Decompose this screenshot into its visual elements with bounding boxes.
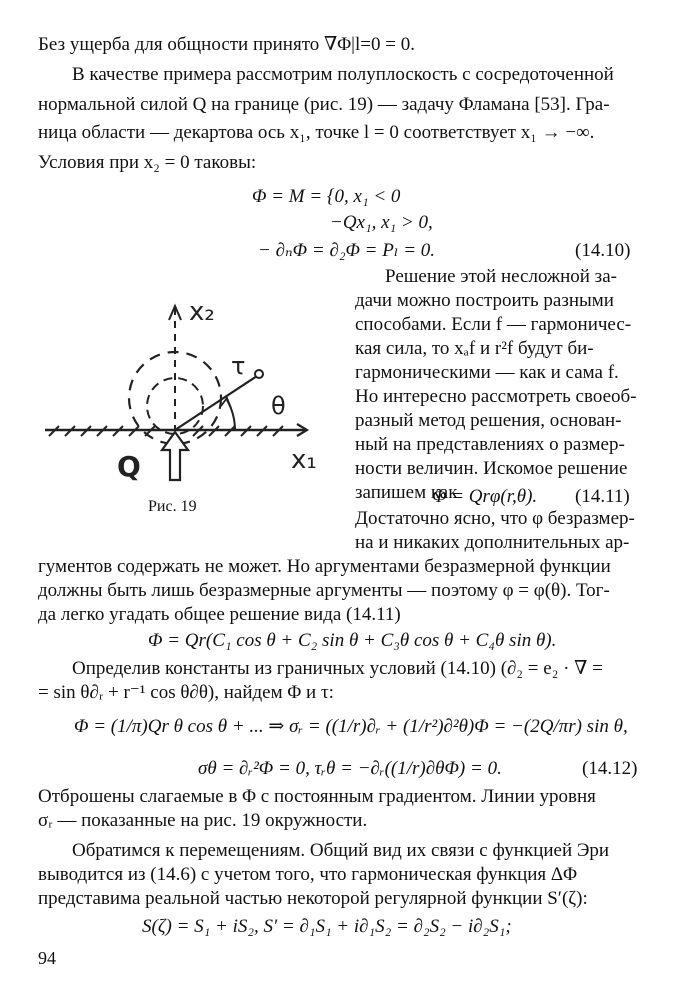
equation-number: (14.12) [582,758,638,779]
equation-part: − ∂ₙΦ = ∂₂Φ = Pₗ = 0. [258,240,436,261]
equation: σθ = ∂ᵣ²Φ = 0, τᵣθ = −∂ᵣ((1/r)∂θΦ) = 0. [198,758,502,779]
text-line: выводится из (14.6) с учетом того, что гармоническая функция ΔΦ [38,864,577,885]
equation: Φ = (1/π)Qr θ cos θ + ... ⇒ σᵣ = ((1/r)∂ᵣ + (1/r²)∂²θ)Φ = −(2Q/πr) sin θ, [74,716,628,737]
text-line: Обратимся к перемещениям. Общий вид их связи с функцией Эри [72,840,610,861]
text-line: на и никаких дополнительных ар- [355,532,630,553]
equation-number: (14.10) [575,240,631,261]
x2-label: x₂ [189,297,215,327]
equation: Φ = Qrφ(r,θ). [432,486,538,507]
text-line: Достаточно ясно, что φ безразмер- [355,508,635,529]
text-line: ный на представлениях о размер- [355,434,625,455]
equation: S(ζ) = S₁ + iS₂, S′ = ∂₁S₁ + i∂₁S₂ = ∂₂S₂ − i∂₂S₁; [142,916,512,937]
equation: Φ = Qr(C₁ cos θ + C₂ sin θ + C₃θ cos θ + C₄θ sin θ). [148,630,557,651]
text-line: ности величин. Искомое решение [355,458,628,479]
text-line: да легко угадать общее решение вида (14.11) [38,604,401,625]
equation-number: (14.11) [575,486,630,507]
text-line: σᵣ — показанные на рис. 19 окружности. [38,810,368,831]
text-line: запишем как [355,482,458,503]
text-line: нормальной силой Q на границе (рис. 19) — задачу Фламана [53]. Гра- [38,94,610,115]
text-line: гармоническими — как и сама f. [355,362,619,383]
figure-19 [35,290,365,490]
q-label: Q [117,450,141,483]
figure-caption: Рис. 19 [148,498,197,515]
text-line: Но интересно рассмотреть своеоб- [355,386,637,407]
text-line: должны быть лишь безразмерные аргументы — поэтому φ = φ(θ). Тог- [38,580,610,601]
equation-part: Φ = M = {0, x₁ < 0 [252,186,401,207]
text-line: Решение этой несложной за- [385,266,617,287]
text-line: кая сила, то xₐf и r²f будут би- [355,338,594,359]
text-line: Отброшены слагаемые в Φ с постоянным градиентом. Линии уровня [38,786,596,807]
text-line: разный метод решения, основан- [355,410,622,431]
text-line: В качестве примера рассмотрим полуплоскость с сосредоточенной [72,64,614,85]
text-line: дачи можно построить разными [355,290,614,311]
x1-label: x₁ [291,445,317,475]
tau-label: τ [231,352,246,380]
equation-part: −Qx₁, x₁ > 0, [330,212,433,233]
page-number: 94 [38,948,56,968]
text-line: Условия при x₂ = 0 таковы: [38,152,257,173]
text-line: способами. Если f — гармоничес- [355,314,632,335]
text-line: = sin θ∂ᵣ + r⁻¹ cos θ∂θ), найдем Φ и τ: [38,682,334,703]
theta-label: θ [271,392,286,420]
text-line: гументов содержать не может. Но аргументами безразмерной функции [38,556,611,577]
text-line: ница области — декартова ось x₁, точке l = 0 соответствует x₁ → −∞. [38,122,595,143]
text-line: Без ущерба для общности принято ∇Φ|l=0 = 0. [38,34,415,55]
text-line: представима реальной частью некоторой регулярной функции S′(ζ): [38,888,588,909]
text-line: Определив константы из граничных условий (14.10) (∂₂ = e₂ · ∇ = [72,658,603,679]
